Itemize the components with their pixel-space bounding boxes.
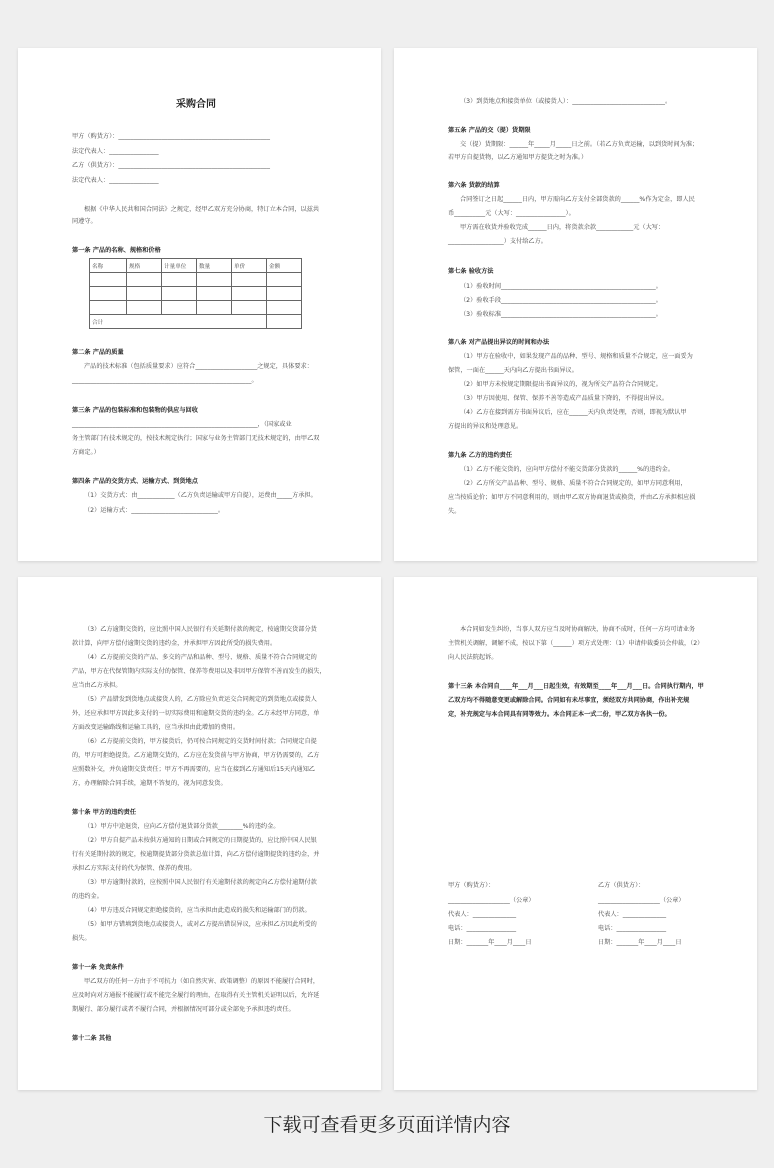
body-line: （2）运输方式：____________________________。 [84,507,225,514]
body-line: 应当按质论价；如甲方不同意利用的，则由甲乙双方协商退货或换货，并由乙方承担相应损 [448,494,696,501]
party-a-rep-line: 法定代表人：________________ [72,148,159,155]
party-b-rep-line: 法定代表人：________________ [72,177,159,184]
table-total-row [90,315,302,329]
body-line: 若甲方自提货物，以乙方通知甲方提货之时为准。） [448,154,588,161]
article-heading: 第十条 甲方的违约责任 [72,809,137,816]
contract-page-1 [18,48,381,561]
body-line: 方，办理解除合同手续，逾期不答复的，视为同意发货。 [72,780,227,787]
contract-page-2 [394,48,757,561]
preamble-line: 根据《中华人民共和国合同法》之规定，经甲乙双方充分协商，特订立本合同，以兹共 [84,206,320,213]
body-line: 的，甲方可拒绝提货。乙方逾期交货的，乙方应在发货前与甲方协商，甲方仍需要的，乙方 [72,752,320,759]
party-b-seal-line: ____________________（公章） [598,897,685,904]
party-a-rep-line: 代表人：______________ [448,911,517,918]
table-row [90,273,302,287]
article-heading: 第七条 验收方法 [448,268,494,275]
body-line: 方商定。） [72,449,100,456]
body-line: （3）乙方逾期交货的，应比照中国人民银行有关延期付款的规定，按逾期交货部分货 [84,626,317,633]
article-heading: 第十三条 本合同自____年___月___日起生效，有效期至____年___月___日。合同执行期内，甲 [448,683,704,690]
body-line: 外，还应承担甲方因此多支付的一切实际费用和逾期交货的违约金。乙方未经甲方同意，单 [72,710,320,717]
body-line: 应当由乙方承担。 [72,682,122,689]
article-heading: 第四条 产品的交货方式、运输方式、到货地点 [72,478,198,485]
body-line: 向人民法院起诉。 [448,654,498,661]
body-line: （5）产品错发到货地点或接货人的，乙方除应负责运交合同规定的到货地点或接货人 [84,696,317,703]
body-line: （2）乙方所交产品品种、型号、规格、质量不符合合同规定的，如甲方同意利用， [460,480,687,487]
table-total-label: 合计 [90,315,267,329]
table-row [90,287,302,301]
download-more-link[interactable]: 下载可查看更多页面详情内容 [263,1114,511,1136]
body-line: 交（提）货期限：______年_____月_____日之前。（若乙方负责运输，以到货时间为准； [460,141,699,148]
article-heading: 第八条 对产品提出异议的时间和办法 [448,339,550,346]
body-line: （2）验收手段__________________________________________________。 [460,297,662,304]
body-line: （1）甲方在验收中，如果发现产品的品种、型号、规格和质量不合规定，应一面妥为 [460,353,693,360]
article-heading: 第三条 产品的包装标准和包装物的供应与回收 [72,407,198,414]
body-line: （3）甲方逾期付款的，应按照中国人民银行有关逾期付款的规定向乙方偿付逾期付款 [84,879,317,886]
party-b-line: 乙方（供货方）：_________________________________________________ [72,162,270,169]
body-line-bold: 乙双方均不得随意变更或解除合同。合同如有未尽事宜，须经双方共同协商，作出补充规 [448,697,690,704]
body-line: 应及时向对方通报不能履行或不能完全履行的理由，在取得有关主管机关证明以后，允许延 [72,992,320,999]
body-line: 保管，一面在______天内向乙方提出书面异议。 [448,367,578,374]
body-line: （1）甲方中途退货，应向乙方偿付退货部分货款________%的违约金。 [84,823,280,830]
table-header-row [90,259,302,273]
party-b-signature-label: 乙方（供货方）： [598,882,645,889]
body-line: （2）如甲方未按规定期限提出书面异议的，视为所交产品符合合同规定。 [460,381,662,388]
article-heading: 第十一条 免责条件 [72,964,124,971]
body-line: __________________________________________________________。 [72,377,258,384]
preamble-line: 同遵守。 [72,218,97,225]
body-line: 本合同如发生纠纷，当事人双方应当及时协商解决，协商不成时，任何一方均可请业务 [460,626,696,633]
body-line: 方提出的异议和处理意见。 [448,423,523,430]
body-line: 务主管部门有技术规定的，按技术规定执行；国家与业务主管部门无技术规定的，由甲乙双 [72,435,320,442]
body-line: （4）乙方提前交货的产品、多交的产品和品种、型号、规格、质量不符合合同规定的 [84,654,317,661]
body-line-bold: 定，补充规定与本合同具有同等效力。本合同正本一式二份，甲乙双方各执一份。 [448,711,671,718]
table-header-cell: 规格 [127,259,162,273]
body-line: 承担乙方实际支付的代为保管、保养的费用。 [72,865,196,872]
party-a-signature-label: 甲方（购货方）： [448,882,495,889]
article-heading: 第十二条 其他 [72,1035,112,1042]
table-header-cell: 单价 [232,259,267,273]
body-line: 方面改变运输路线和运输工具的，应当承担由此增加的费用。 [72,724,240,731]
party-a-seal-line: ____________________（公章） [448,897,535,904]
party-a-date-line: 日期：_______年____月____日 [448,939,532,946]
table-header-cell: 数量 [197,259,232,273]
body-line: 行有关延期付款的规定，按逾期提货部分货款总值计算，向乙方偿付逾期提货的违约金，并 [72,851,320,858]
article-heading: 第九条 乙方的违约责任 [448,452,513,459]
body-line: 应照数补交，并负逾期交货责任；甲方不再需要的，应当在接到乙方通知后15天内通知乙 [72,766,315,773]
body-line: （1）乙方不能交货的，应向甲方偿付不能交货部分货款的______%的违约金。 [460,466,675,473]
body-line: 甲方需在收货并验收完成______日内，将货款余款____________元（大写： [460,224,665,231]
table-row [90,301,302,315]
body-line: （3）验收标准__________________________________________________。 [460,311,662,318]
party-a-line: 甲方（购货方）：_________________________________________________ [72,133,270,140]
article-heading: 第五条 产品的交（提）货期限 [448,127,531,134]
body-line: 损失。 [72,935,91,942]
body-line: 合同签订之日起______日内，甲方需向乙方支付全部货款的______%作为定金，即人民 [460,196,695,203]
body-line: （3）甲方因使用、保管、保养不善等造成产品质量下降的，不得提出异议。 [460,395,669,402]
party-b-rep-line: 代表人：______________ [598,911,667,918]
contract-page-4 [394,577,757,1090]
body-line: 失。 [448,508,461,515]
body-line: __________________）支付给乙方。 [448,238,547,245]
party-b-phone-line: 电话：________________ [598,925,667,932]
product-price-table [89,258,302,329]
body-line: 产品，甲方在代保管期内实际支付的保管、保养等费用以及非因甲方保管不善而发生的损失， [72,668,326,675]
contract-page-3 [18,577,381,1090]
contract-title: 采购合同 [176,99,216,110]
table-header-cell: 金额 [267,259,302,273]
article-heading: 第一条 产品的名称、规格和价格 [72,247,161,254]
table-header-cell: 计量单位 [162,259,197,273]
body-line: 期履行、部分履行或者不履行合同，并根据情况可部分或全部免予承担违约责任。 [72,1006,295,1013]
body-line: 的违约金。 [72,893,103,900]
body-line: （5）如甲方错填到货地点或接货人，或对乙方提出错误异议，应承担乙方因此所受的 [84,921,317,928]
body-line: 产品的技术标准（包括质量要求）应符合____________________之规定，具体要求： [84,363,313,370]
body-line: （4）甲方违反合同规定拒绝接货的，应当承担由此造成的损失和运输部门的罚款。 [84,907,311,914]
body-line: ____________________________________________________________，（国家或业 [72,421,292,428]
article-heading: 第六条 货款的结算 [448,182,500,189]
body-line: （1）交货方式：由____________（乙方负责运输或甲方自提），运费由_____方承担。 [84,492,317,499]
table-header-cell: 名称 [90,259,127,273]
body-line: 主管机关调解，调解不成，按以下第（______）项方式处理：（1）申请仲裁委员会仲裁，（2） [448,640,704,647]
body-line: 款计算，向甲方偿付逾期交货的违约金，并承担甲方因此所受的损失费用。 [72,640,277,647]
body-line: （4）乙方在接到需方书面异议后，应在______天内负责处理，否则，即视为默认甲 [460,409,687,416]
body-line: （1）验收时间__________________________________________________。 [460,283,662,290]
table-total-value [267,315,302,329]
body-line: 甲乙双方的任何一方由于不可抗力（如自然灾害、政策调整）的原因不能履行合同时， [84,978,320,985]
article-heading: 第二条 产品的质量 [72,349,124,356]
body-line: （2）甲方自提产品未按供方通知的日期或合同规定的日期提货的，应比照中国人民银 [84,837,317,844]
party-a-phone-line: 电话：________________ [448,925,517,932]
body-line: 币__________元（大写：________________）。 [448,210,575,217]
body-line: （3）到货地点和接货单位（或接货人）：______________________________。 [460,98,672,105]
party-b-date-line: 日期：_______年____月____日 [598,939,682,946]
body-line: （6）乙方提前交货的，甲方接货后，仍可按合同规定的交货时间付款；合同规定自提 [84,738,317,745]
